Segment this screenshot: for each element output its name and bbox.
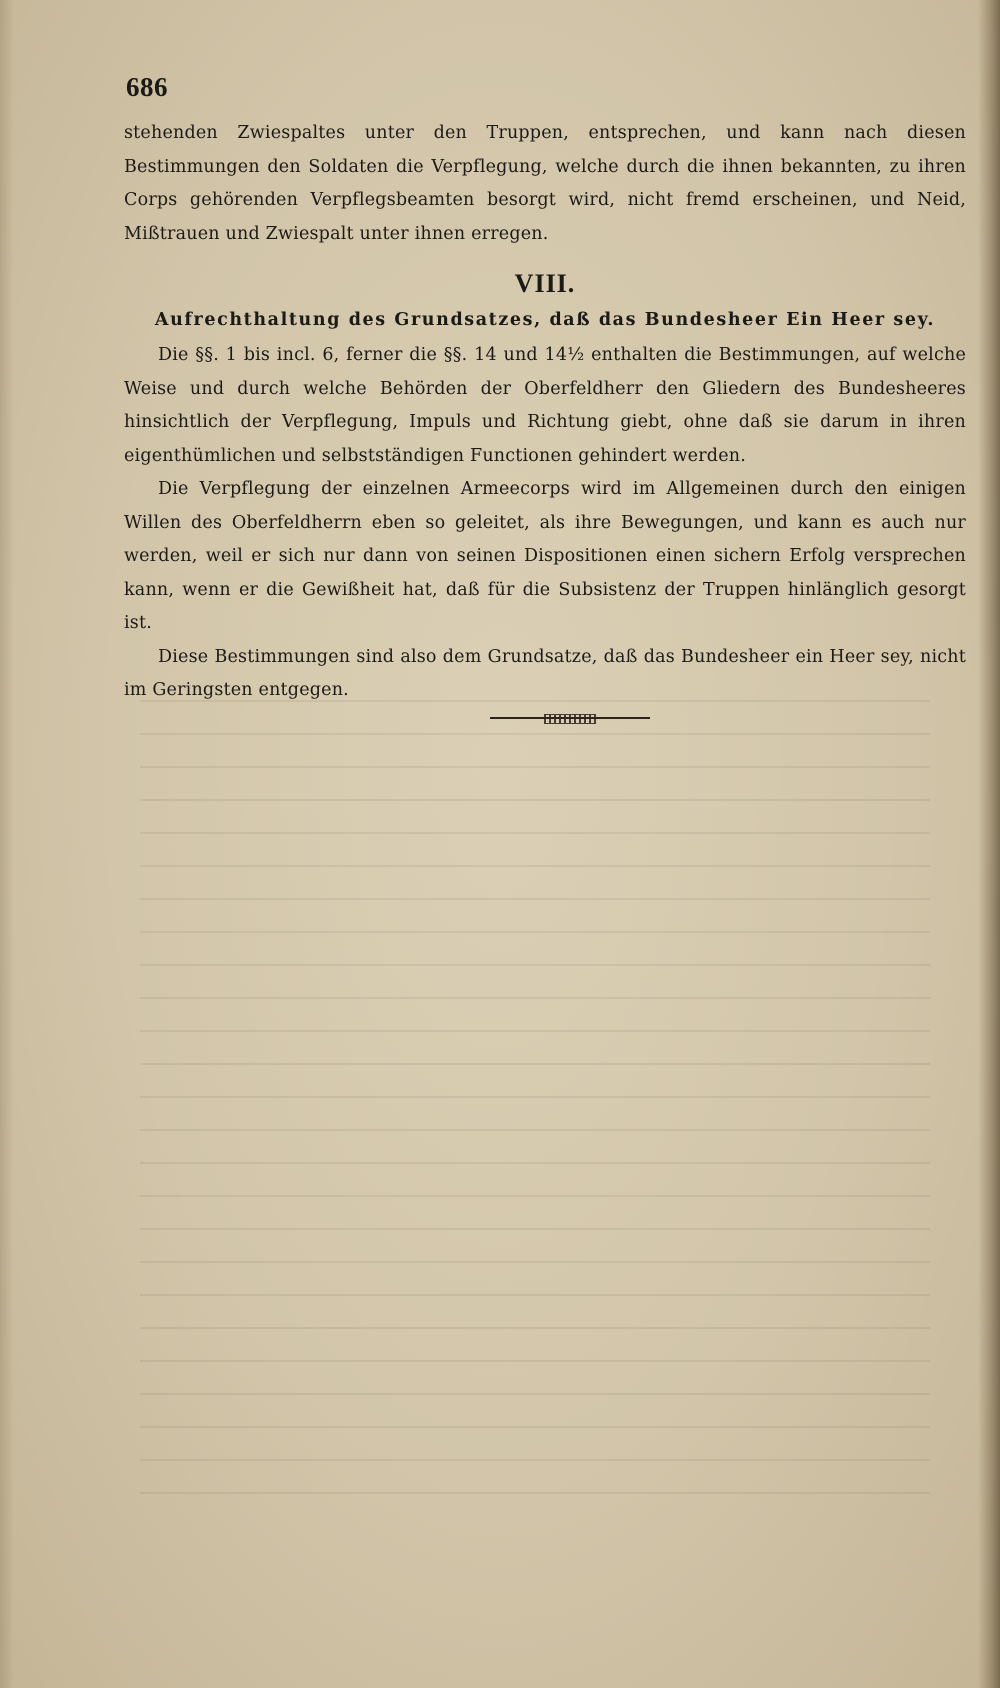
continued-paragraph: stehenden Zwiespaltes unter den Truppen, entsprechen, und kann nach diesen Bestimmungen den Soldaten die Verpflegung, welche durch die ihnen bekannten, zu ihren Corps gehörenden Verpflegsbeamten besorgt wird, nicht fremd erscheinen, und Neid, Mißtrauen und Zwiespalt unter ihnen erregen. <box>124 123 966 244</box>
section-title: Aufrechthaltung des Grundsatzes, daß das Bundesheer Ein Heer sey. <box>154 310 936 330</box>
end-ornament-rule <box>490 713 650 723</box>
section-number: VIII. <box>514 269 576 298</box>
page-number: 686 <box>126 72 168 102</box>
page-edge-shadow <box>978 0 1000 1688</box>
show-through-text <box>140 700 930 1520</box>
body-paragraph-1: Die §§. 1 bis incl. 6, ferner die §§. 14 und 14½ enthalten die Bestimmungen, auf welche Weise und durch welche Behörden der Oberfeldherr den Gliedern des Bundesheeres hinsichtlich der Verpflegung, Impuls und Richtung giebt, ohne daß sie darum in ihren eigenthümlichen und selbstständigen Functionen gehindert werden. <box>124 345 966 466</box>
body-paragraph-3: Diese Bestimmungen sind also dem Grundsatze, daß das Bundesheer ein Heer sey, nicht im Geringsten entgegen. <box>124 646 966 700</box>
page-content <box>124 72 966 708</box>
ornament-center <box>544 714 596 724</box>
body-paragraph-2: Die Verpflegung der einzelnen Armeecorps wird im Allgemeinen durch den einigen Willen des Oberfeldherrn eben so geleitet, als ihre Bewegungen, und kann es auch nur werden, weil er sich nur dann von seinen Dispositionen einen sichern Erfolg versprechen kann, wenn er die Gewißheit hat, daß für die Subsistenz der Truppen hinlänglich gesorgt ist. <box>124 479 966 633</box>
binding-shadow <box>0 0 14 1688</box>
